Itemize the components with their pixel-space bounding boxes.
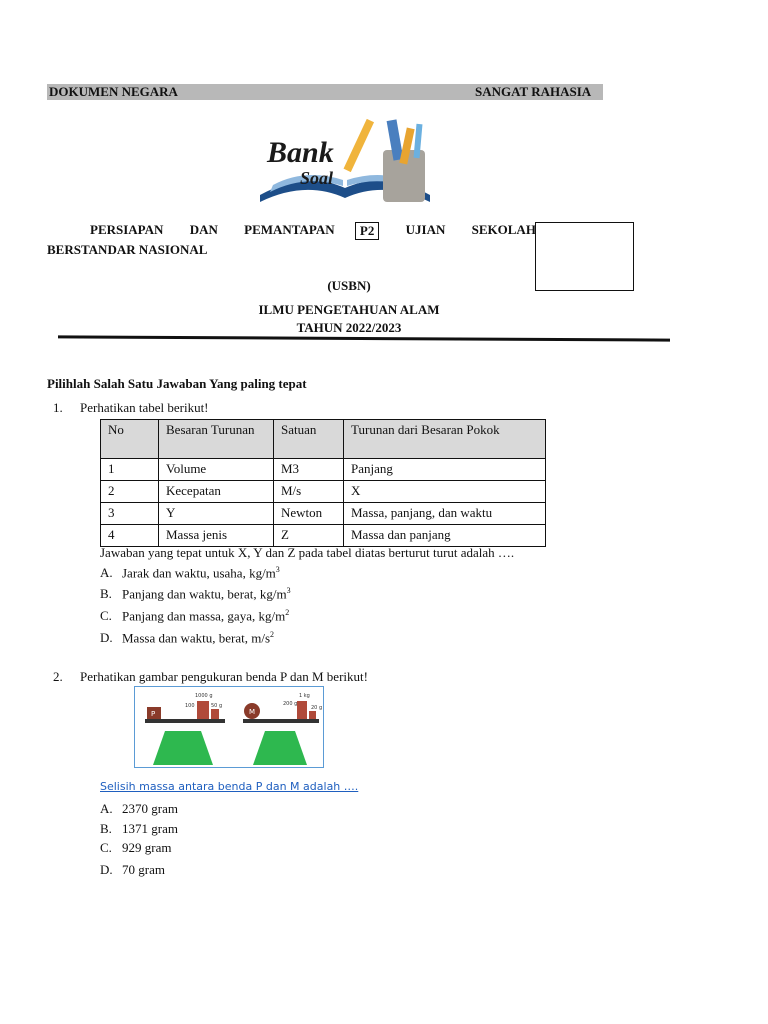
option-superscript: 2 — [285, 608, 290, 617]
table-header: No — [101, 420, 159, 459]
title-word: DAN — [189, 222, 218, 237]
option-letter: C. — [100, 840, 112, 855]
option-superscript: 3 — [275, 565, 280, 574]
option-superscript: 2 — [270, 630, 275, 639]
answer-option[interactable] — [100, 608, 289, 624]
table-cell: Kecepatan — [159, 481, 274, 503]
table-row — [101, 503, 546, 525]
title-line-2: BERSTANDAR NASIONAL — [47, 242, 208, 257]
quantities-table — [100, 419, 546, 547]
option-text: Massa dan waktu, berat, m/s — [122, 630, 271, 646]
option-letter: D. — [100, 630, 113, 646]
question-number: 2. — [53, 669, 63, 684]
option-letter: B. — [100, 586, 112, 602]
logo-word-soal: Soal — [300, 168, 334, 188]
weight-label: 200 g — [283, 701, 298, 707]
table-cell: Massa jenis — [159, 525, 274, 547]
table-cell: M3 — [274, 459, 344, 481]
title-word: PEMANTAPAN — [244, 222, 335, 237]
option-text: 2370 gram — [122, 801, 178, 816]
table-cell: Panjang — [344, 459, 546, 481]
weight-label: 50 g — [211, 703, 223, 709]
table-cell: 4 — [101, 525, 159, 547]
option-text: 1371 gram — [122, 821, 178, 836]
question-text: Perhatikan gambar pengukuran benda P dan M berikut! — [80, 669, 368, 684]
table-cell: Massa, panjang, dan waktu — [344, 503, 546, 525]
option-text: 70 gram — [122, 862, 165, 877]
table-cell: Y — [159, 503, 274, 525]
table-cell: Massa dan panjang — [344, 525, 546, 547]
table-row — [101, 459, 546, 481]
answer-option[interactable] — [100, 586, 291, 602]
option-text: Panjang dan massa, gaya, kg/m — [122, 608, 286, 624]
answer-option[interactable] — [100, 862, 165, 878]
table-header-row — [101, 420, 546, 459]
question-number: 1. — [53, 400, 63, 415]
divider-rule — [58, 335, 670, 341]
question-text: Perhatikan tabel berikut! — [80, 400, 209, 415]
answer-option[interactable] — [100, 801, 178, 817]
option-text: 929 gram — [122, 840, 172, 855]
option-text: Panjang dan waktu, berat, kg/m — [122, 586, 287, 602]
usbn-label: (USBN) — [327, 278, 371, 293]
table-cell: X — [344, 481, 546, 503]
question-prompt: Jawaban yang tepat untuk X, Y dan Z pada tabel diatas berturut turut adalah …. — [100, 545, 515, 560]
object-p-label: P — [151, 710, 156, 718]
table-cell: 2 — [101, 481, 159, 503]
option-letter: C. — [100, 608, 112, 624]
table-header: Satuan — [274, 420, 344, 459]
table-cell: 1 — [101, 459, 159, 481]
table-cell: Newton — [274, 503, 344, 525]
title-word: PERSIAPAN — [90, 222, 164, 237]
weight-label: 1 kg — [299, 693, 310, 699]
p2-tag: P2 — [355, 222, 379, 240]
option-letter: D. — [100, 862, 113, 877]
subject-label: ILMU PENGETAHUAN ALAM — [258, 302, 440, 317]
option-letter: A. — [100, 565, 113, 581]
logo-word-bank: Bank — [267, 136, 334, 169]
weight-label: 100 — [185, 703, 195, 709]
header-left-label: DOKUMEN NEGARA — [49, 84, 178, 99]
answer-option[interactable] — [100, 821, 178, 837]
bank-soal-logo — [255, 110, 435, 210]
title-word: SEKOLAH — [471, 222, 536, 237]
instruction: Pilihlah Salah Satu Jawaban Yang paling tepat — [47, 376, 307, 391]
question-prompt-link[interactable]: Selisih massa antara benda P dan M adalah …. — [100, 780, 359, 793]
table-cell: M/s — [274, 481, 344, 503]
answer-option[interactable] — [100, 565, 280, 581]
title-line-1 — [90, 222, 536, 240]
table-row — [101, 481, 546, 503]
option-text: Jarak dan waktu, usaha, kg/m — [122, 565, 276, 581]
answer-option[interactable] — [100, 630, 274, 646]
option-letter: B. — [100, 821, 112, 836]
table-header: Turunan dari Besaran Pokok — [344, 420, 546, 459]
object-m-label: M — [249, 708, 256, 716]
option-letter: A. — [100, 801, 113, 816]
table-cell: Volume — [159, 459, 274, 481]
table-cell: Z — [274, 525, 344, 547]
weight-label: 20 g — [311, 705, 323, 711]
table-header: Besaran Turunan — [159, 420, 274, 459]
table-row — [101, 525, 546, 547]
balance-scale-figure — [134, 686, 324, 768]
title-word: UJIAN — [405, 222, 446, 237]
header-right-label: SANGAT RAHASIA — [475, 84, 592, 99]
weight-label: 1000 g — [195, 693, 213, 699]
table-cell: 3 — [101, 503, 159, 525]
year-label: TAHUN 2022/2023 — [296, 320, 402, 335]
option-superscript: 3 — [286, 586, 291, 595]
answer-option[interactable] — [100, 840, 171, 856]
